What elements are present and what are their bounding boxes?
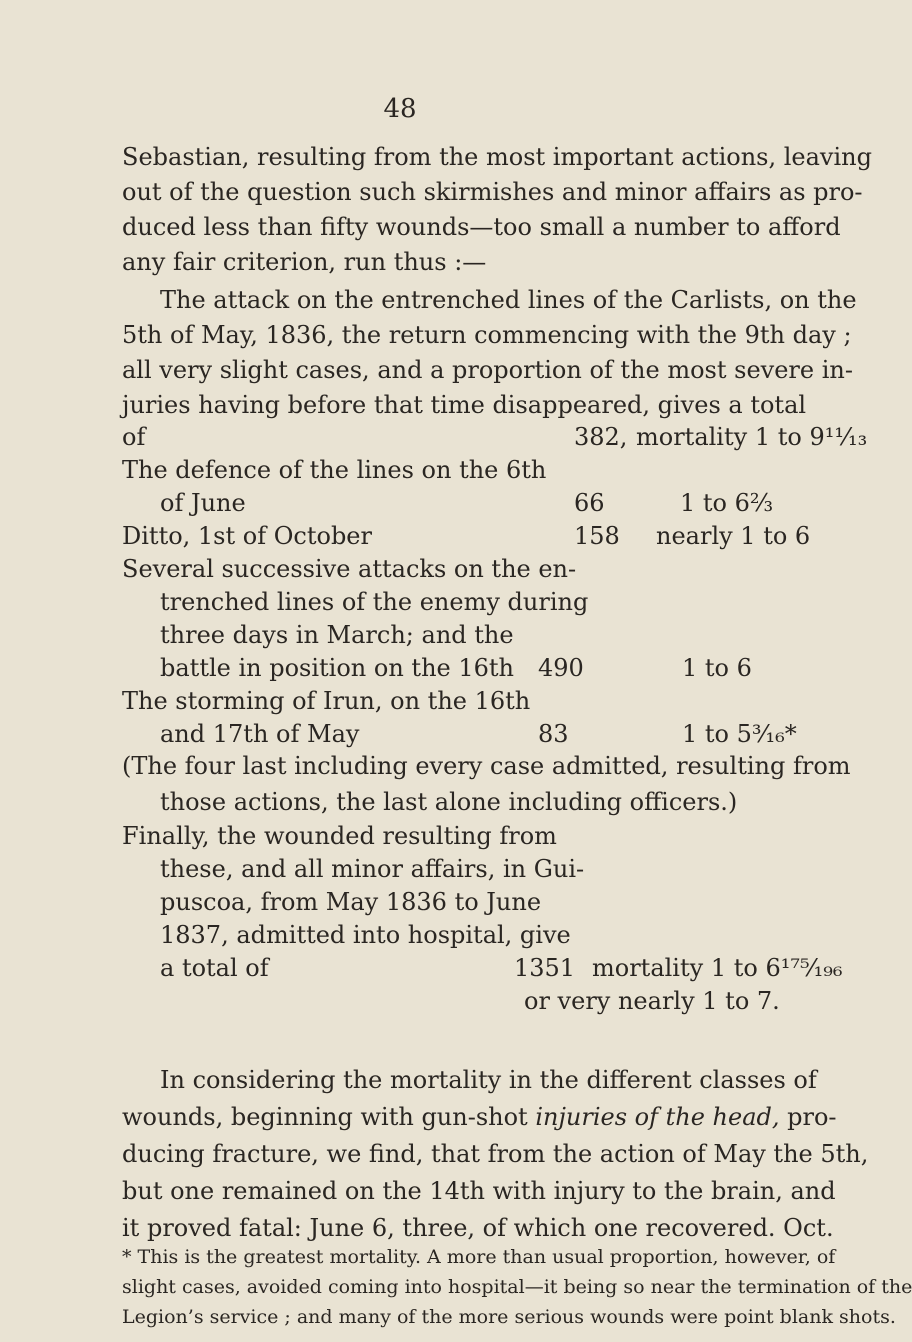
footnote-line: slight cases, avoided coming into hospital—it being so near the termination of the bbox=[122, 1276, 912, 1298]
row-count: 158 bbox=[574, 522, 620, 550]
table-row bbox=[122, 522, 811, 558]
table-row bbox=[122, 687, 774, 723]
row-label: The defence of the lines on the 6th bbox=[122, 456, 547, 484]
row-mortality: 1 to 5³⁄₁₆* bbox=[682, 720, 797, 748]
text-line: it proved fatal: June 6, three, of which one recovered. Oct. bbox=[122, 1214, 834, 1242]
text-line: but one remained on the 14th with injury to the brain, and bbox=[122, 1177, 836, 1205]
row-count: 382, bbox=[574, 423, 628, 451]
row-mortality: nearly 1 to 6 bbox=[656, 522, 811, 550]
final-row bbox=[122, 822, 774, 858]
text-line: wounds, beginning with gun-shot injuries of the head, pro- bbox=[122, 1103, 837, 1131]
final-row bbox=[122, 855, 774, 891]
row-mortality: 1 to 6 bbox=[682, 654, 752, 682]
table-row bbox=[122, 588, 774, 624]
table-row bbox=[122, 555, 774, 591]
row-label: a total of bbox=[160, 954, 269, 982]
final-row bbox=[122, 888, 774, 924]
row-mortality: 1 to 6⅔ bbox=[680, 489, 774, 517]
row-label: Ditto, 1st of October bbox=[122, 522, 372, 550]
row-label: Several successive attacks on the en- bbox=[122, 555, 577, 583]
row-label: trenched lines of the enemy during bbox=[160, 588, 589, 616]
text-line: In considering the mortality in the different classes of bbox=[160, 1066, 817, 1094]
considering-paragraph bbox=[122, 1062, 869, 1247]
text-line: juries having before that time disappeared, gives a total bbox=[122, 391, 807, 419]
row-label: three days in March; and the bbox=[160, 621, 514, 649]
final-row bbox=[122, 921, 774, 957]
row-label: these, and all minor affairs, in Gui- bbox=[160, 855, 585, 883]
row-label: puscoa, from May 1836 to June bbox=[160, 888, 542, 916]
final-mortality: mortality 1 to 6¹⁷⁵⁄₁₉₆ bbox=[592, 954, 843, 982]
row-count: 83 bbox=[538, 720, 569, 748]
attack-paragraph bbox=[122, 283, 857, 423]
text-line: The attack on the entrenched lines of the Carlists, on the bbox=[160, 286, 857, 314]
text-line: those actions, the last alone including officers.) bbox=[160, 788, 738, 816]
note-paragraph bbox=[122, 748, 851, 820]
text-line: out of the question such skirmishes and minor affairs as pro- bbox=[122, 178, 863, 206]
text-line: ducing fracture, we find, that from the action of May the 5th, bbox=[122, 1140, 869, 1168]
footnote-line: * This is the greatest mortality. A more than usual proportion, however, of bbox=[122, 1246, 836, 1268]
footnote bbox=[122, 1242, 912, 1332]
page-number: 48 bbox=[383, 94, 417, 124]
row-label: 1837, admitted into hospital, give bbox=[160, 921, 571, 949]
row-mortality: mortality 1 to 9¹¹⁄₁₃ bbox=[636, 423, 868, 451]
row-label: of bbox=[122, 423, 146, 451]
footnote-line: Legion’s service ; and many of the more serious wounds were point blank shots. bbox=[122, 1306, 896, 1328]
table-row bbox=[122, 423, 868, 459]
table-row bbox=[122, 456, 774, 492]
text-line: Sebastian, resulting from the most important actions, leaving bbox=[122, 143, 872, 171]
row-label: The storming of Irun, on the 16th bbox=[122, 687, 531, 715]
intro-paragraph bbox=[122, 140, 872, 280]
text-line: duced less than fifty wounds—too small a number to afford bbox=[122, 213, 841, 241]
row-count: 66 bbox=[574, 489, 605, 517]
text-line: any fair criterion, run thus :— bbox=[122, 248, 487, 276]
table-row bbox=[122, 621, 774, 657]
row-label: of June bbox=[160, 489, 246, 517]
text-line: (The four last including every case admitted, resulting from bbox=[122, 752, 851, 780]
row-label: Finally, the wounded resulting from bbox=[122, 822, 557, 850]
row-label: and 17th of May bbox=[160, 720, 360, 748]
final-row bbox=[122, 987, 780, 1023]
text-line: 5th of May, 1836, the return commencing with the 9th day ; bbox=[122, 321, 852, 349]
final-nearly: or very nearly 1 to 7. bbox=[524, 987, 780, 1015]
row-label: battle in position on the 16th bbox=[160, 654, 514, 682]
final-row bbox=[122, 954, 843, 990]
table-row bbox=[122, 489, 774, 525]
row-count: 490 bbox=[538, 654, 584, 682]
text-line: all very slight cases, and a proportion of the most severe in- bbox=[122, 356, 853, 384]
table-row bbox=[122, 654, 774, 690]
final-count: 1351 bbox=[514, 954, 576, 982]
